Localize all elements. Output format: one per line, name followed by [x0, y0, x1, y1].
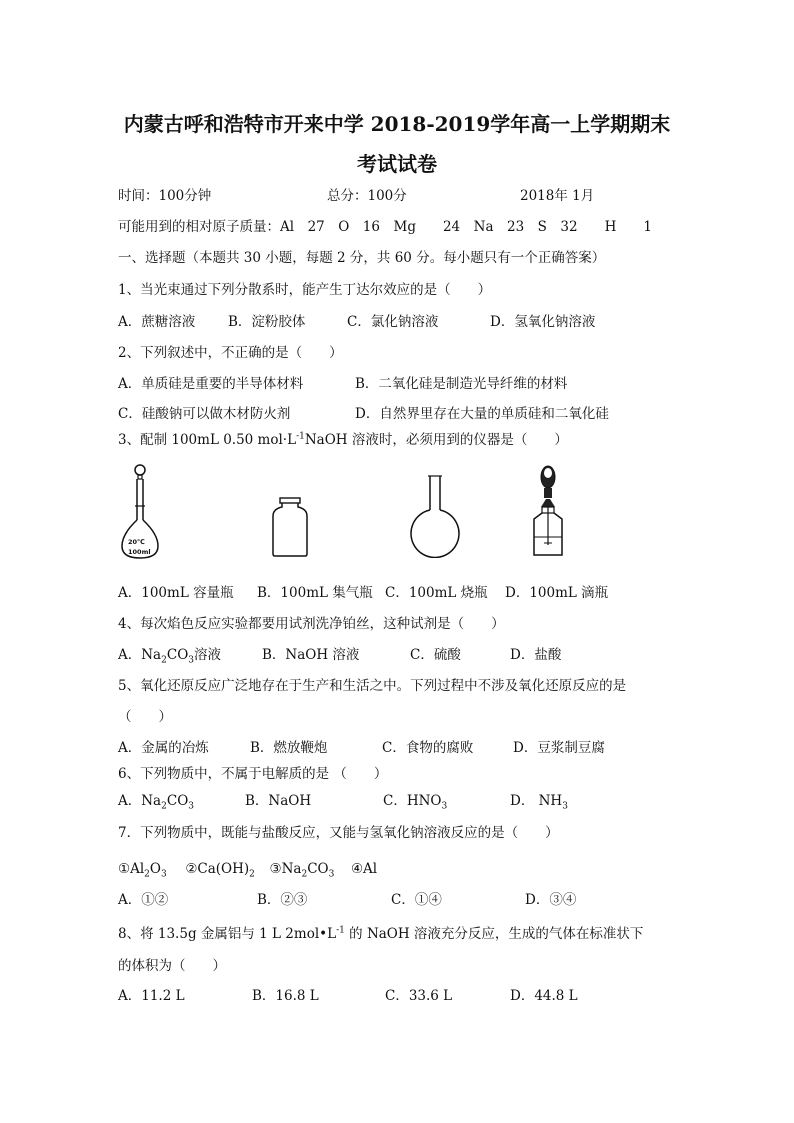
question-8-stem-line2: 的体积为（ ）: [118, 958, 226, 974]
q5-option-d: D．豆浆制豆腐: [513, 740, 605, 756]
q6-option-a: [118, 792, 194, 810]
q7-item2-sub: 2: [249, 869, 255, 880]
volumetric-flask-image: [118, 462, 168, 562]
q8-stem-pre: 8、将 13.5g 金属铝与 1 L 2mol•L: [118, 926, 337, 942]
q1-option-b: B．淀粉胶体: [228, 314, 306, 330]
q4-a-post: 溶液: [194, 647, 221, 663]
q2-option-d: D．自然界里存在大量的单质硅和二氧化硅: [355, 406, 609, 422]
q4-option-d: D．盐酸: [510, 647, 562, 663]
q7-option-b: B．②③: [257, 892, 308, 908]
q6-a-sub1: 2: [161, 801, 167, 812]
q7-item1-mid: O: [149, 861, 161, 877]
q2-option-a: A．单质硅是重要的半导体材料: [118, 376, 304, 392]
exam-time: 时间：100分钟: [118, 188, 212, 204]
q5-option-b: B．燃放鞭炮: [250, 740, 328, 756]
question-6-stem: 6、下列物质中，不属于电解质的是 （ ）: [118, 766, 388, 782]
q5-option-a: A．金属的冶炼: [118, 740, 209, 756]
q2-option-b: B．二氧化硅是制造光导纤维的材料: [355, 376, 568, 392]
q3-option-b: B．100mL 集气瓶: [257, 585, 373, 601]
question-2-stem: 2、下列叙述中，不正确的是（ ）: [118, 345, 343, 361]
question-5-stem: 5、氧化还原反应广泛地存在于生产和生活之中。下列过程中不涉及氧化还原反应的是: [118, 678, 627, 694]
q7-option-a: A．①②: [118, 892, 169, 908]
q8-option-b: B．16.8 L: [252, 988, 319, 1004]
q4-option-b: B．NaOH 溶液: [262, 647, 360, 663]
q7-item3-pre: ③Na: [269, 861, 302, 877]
q6-c-sub: 3: [441, 801, 448, 812]
q7-item4: ④Al: [350, 861, 378, 877]
round-bottom-flask-image: [406, 474, 466, 558]
q6-c-pre: C．HNO: [383, 793, 442, 809]
q3-stem-sup: -1: [296, 431, 305, 442]
q6-a-sub2: 3: [188, 801, 194, 812]
question-4-stem: 4、每次焰色反应实验都要用试剂洗净铂丝，这种试剂是（ ）: [118, 616, 505, 632]
flask-label-volume: 100ml: [128, 548, 151, 556]
q7-item2-pre: ②Ca(OH): [185, 861, 250, 877]
question-7-stem: 7．下列物质中，既能与盐酸反应，又能与氢氧化钠溶液反应的是（ ）: [118, 825, 559, 841]
q1-option-d: D．氢氧化钠溶液: [490, 314, 596, 330]
q7-item3-mid: CO: [307, 861, 329, 877]
q4-option-a: [118, 646, 221, 664]
q3-option-d: D．100mL 滴瓶: [505, 585, 609, 601]
q8-stem-sup: -1: [336, 925, 345, 936]
q8-stem-post: 的 NaOH 溶液充分反应，生成的气体在标准状下: [344, 926, 644, 942]
q6-d-pre: D． NH: [510, 793, 563, 809]
dropper-bottle-image: [528, 463, 568, 559]
page-title-line2: 考试试卷: [357, 152, 437, 176]
q6-a-pre: A．Na: [118, 793, 162, 809]
atomic-masses: 可能用到的相对原子质量：Al 27 O 16 Mg 24 Na 23 S 32 H 1: [118, 219, 652, 235]
q6-option-d: [510, 792, 568, 810]
q8-option-c: C．33.6 L: [385, 988, 453, 1004]
q7-option-c: C．①④: [391, 892, 442, 908]
gas-collecting-bottle-image: [270, 496, 310, 558]
q3-option-c: C．100mL 烧瓶: [385, 585, 488, 601]
q7-item1-pre: ①Al: [118, 861, 145, 877]
q1-option-a: A．蔗糖溶液: [118, 314, 196, 330]
q7-option-d: D．③④: [525, 892, 577, 908]
q4-a-sub2: 3: [188, 655, 194, 666]
q8-option-a: A．11.2 L: [118, 988, 185, 1004]
q5-option-c: C．食物的腐败: [382, 740, 474, 756]
q4-a-pre: A．Na: [118, 647, 162, 663]
q6-d-sub: 3: [562, 801, 568, 812]
exam-score: 总分：100分: [327, 188, 407, 204]
page-title: 内蒙古呼和浩特市开来中学 2018-2019学年高一上学期期末: [123, 112, 671, 136]
flask-label-temp: 20℃: [128, 538, 145, 546]
q6-option-b: B．NaOH: [245, 793, 312, 809]
question-5-stem-line2: （ ）: [118, 709, 172, 725]
q8-option-d: D．44.8 L: [510, 988, 578, 1004]
q3-stem-pre: 3、配制 100mL 0.50 mol·L: [118, 432, 297, 448]
q4-option-c: C．硫酸: [410, 647, 461, 663]
q7-item1-sub2: 3: [160, 869, 167, 880]
q6-option-c: [383, 792, 447, 810]
q7-item3-sub1: 2: [301, 869, 308, 880]
q6-a-mid: CO: [166, 793, 189, 809]
q4-a-sub1: 2: [161, 655, 167, 666]
q7-item-list: [118, 860, 377, 878]
q1-option-c: C．氯化钠溶液: [347, 314, 439, 330]
exam-date: 2018年 1月: [520, 188, 595, 204]
question-8-stem: [118, 925, 643, 943]
q3-stem-post: NaOH 溶液时，必须用到的仪器是（ ）: [304, 432, 568, 448]
q7-item1-sub1: 2: [144, 869, 150, 880]
q3-option-a: A．100mL 容量瓶: [118, 585, 234, 601]
q2-option-c: C．硅酸钠可以做木材防火剂: [118, 406, 291, 422]
q7-item3-sub2: 3: [328, 869, 335, 880]
question-3-stem: [118, 431, 568, 449]
q4-a-mid: CO: [166, 647, 189, 663]
section-heading: 一、选择题（本题共 30 小题，每题 2 分，共 60 分。每小题只有一个正确答案）: [118, 250, 606, 266]
question-1-stem: 1、当光束通过下列分散系时，能产生丁达尔效应的是（ ）: [118, 282, 492, 298]
